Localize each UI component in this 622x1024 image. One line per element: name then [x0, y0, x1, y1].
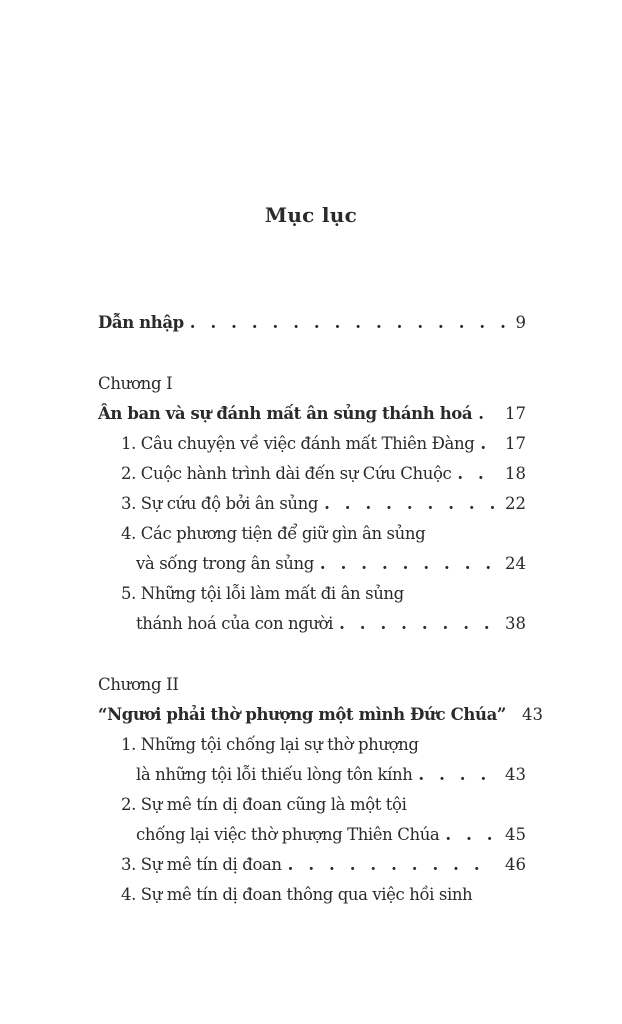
toc-entry-label: 1. Câu chuyện về việc đánh mất Thiên Đàng [121, 434, 475, 453]
toc-entry-line1[interactable] [121, 524, 526, 550]
toc-entry-intro[interactable] [98, 313, 526, 339]
chapter-label-1: Chương I [98, 374, 173, 393]
toc-entry-line1[interactable] [121, 584, 526, 610]
toc-entry-label: và sống trong ân sủng [136, 554, 314, 573]
dot-leader [339, 614, 495, 633]
dot-leader [324, 494, 495, 513]
toc-entry-label: 2. Cuộc hành trình dài đến sự Cứu Chuộc [121, 464, 452, 483]
toc-page-number: 43 [505, 765, 526, 784]
toc-entry-label: “Ngươi phải thờ phượng một mình Đức Chúa” [98, 705, 506, 724]
toc-entry-label: thánh hoá của con người [136, 614, 334, 633]
toc-page-number: 18 [505, 464, 526, 483]
toc-entry-line2[interactable] [136, 825, 526, 851]
toc-entry[interactable] [121, 464, 526, 490]
toc-entry[interactable] [121, 494, 526, 520]
toc-entry-label: 1. Những tội chống lại sự thờ phượng [121, 735, 419, 754]
toc-entry-label: Ân ban và sự đánh mất ân sủng thánh hoá [98, 404, 473, 423]
toc-entry[interactable] [121, 434, 526, 460]
toc-entry-label: 4. Các phương tiện để giữ gìn ân sủng [121, 524, 426, 543]
toc-entry-label: 2. Sự mê tín dị đoan cũng là một tội [121, 795, 407, 814]
dot-leader [480, 434, 495, 453]
page-title: Mục lục [264, 203, 358, 227]
toc-entry-chapter1-heading[interactable] [98, 404, 526, 430]
toc-page-number: 38 [505, 614, 526, 633]
dot-leader [445, 825, 495, 844]
toc-entry[interactable] [121, 855, 526, 881]
toc-entry-chapter2-heading[interactable] [98, 705, 543, 731]
toc-entry-label: Dẫn nhập [98, 313, 184, 332]
dot-leader [320, 554, 495, 573]
toc-entry-label: 5. Những tội lỗi làm mất đi ân sủng [121, 584, 404, 603]
toc-entry-line2[interactable] [136, 765, 526, 791]
toc-page-number: 17 [505, 404, 526, 423]
toc-entry-label: 3. Sự cứu độ bởi ân sủng [121, 494, 319, 513]
dot-leader [418, 765, 495, 784]
dot-leader [190, 313, 506, 332]
toc-page-number: 22 [505, 494, 526, 513]
toc-entry-line1[interactable] [121, 735, 526, 761]
toc-entry-label: là những tội lỗi thiếu lòng tôn kính [136, 765, 413, 784]
toc-entry-label: 4. Sự mê tín dị đoan thông qua việc hồi sinh [121, 885, 473, 904]
toc-entry-label: 3. Sự mê tín dị đoan [121, 855, 282, 874]
chapter-label-2: Chương II [98, 675, 179, 694]
toc-entry-line1[interactable] [121, 795, 526, 821]
toc-entry-line1[interactable] [121, 885, 526, 911]
toc-page-number: 46 [505, 855, 526, 874]
toc-entry-line2[interactable] [136, 614, 526, 640]
toc-page-number: 24 [505, 554, 526, 573]
toc-entry-label: chống lại việc thờ phượng Thiên Chúa [136, 825, 440, 844]
toc-entry-line2[interactable] [136, 554, 526, 580]
dot-leader [478, 404, 495, 423]
dot-leader [457, 464, 495, 483]
toc-page-number: 45 [505, 825, 526, 844]
toc-page-number: 17 [505, 434, 526, 453]
dot-leader [288, 855, 495, 874]
toc-page-number: 9 [515, 313, 526, 332]
toc-page-number: 43 [521, 705, 543, 724]
